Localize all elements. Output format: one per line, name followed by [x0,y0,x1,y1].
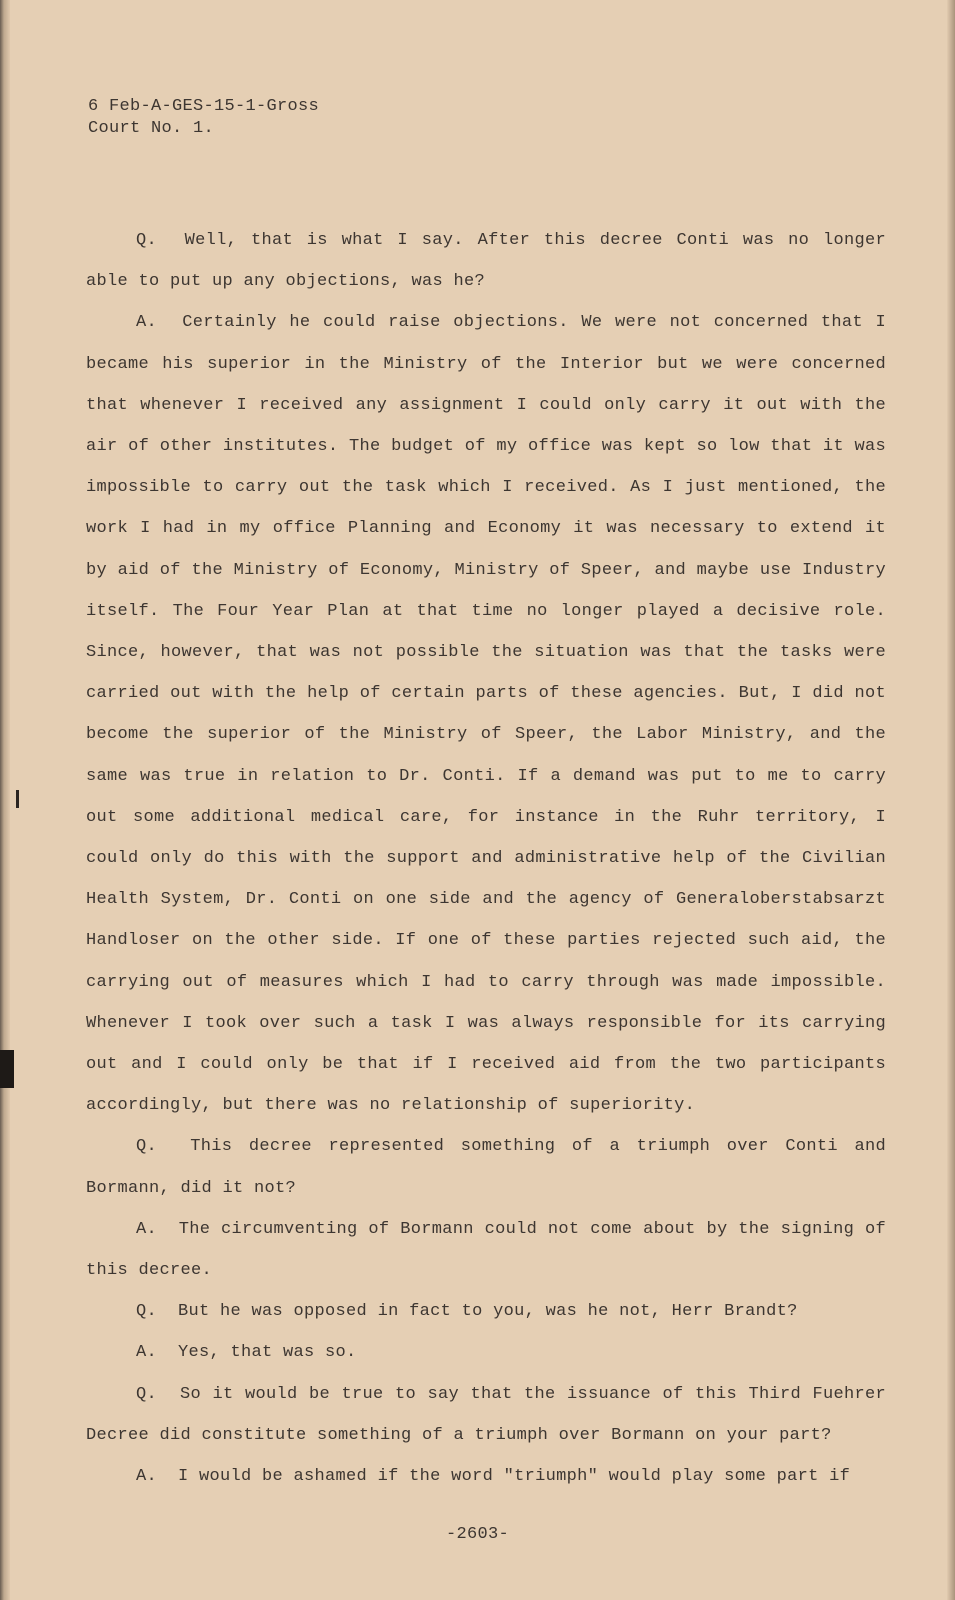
speaker-label: A. [136,1343,158,1363]
paragraph-text: Certainly he could raise objections. We were not concerned that I became his superior in the Ministry of the Interior but we were concerned that whenever I received any assignment I could only carry it out with the air of other institutes. The budget of my office was kept so low that it was impossible to carry out the task which I received. As I just mentioned, the work I had in my office Planning and Economy it was necessary to extend it by aid of the Ministry of Economy, Ministry of Speer, and maybe use Industry itself. The Four Year Plan at that time no longer played a decisive role. Since, however, that was not possible the situation was that the tasks were carried out with the help of certain parts of these agencies. But, I did not become the superior of the Ministry of Speer, the Labor Ministry, and the same was true in relation to Dr. Conti. If a demand was put to me to carry out some additional medical care, for instance in the Ruhr territory, I could only do this with the support and administrative help of the Civilian Health System, Dr. Conti on one side and the agency of Generaloberstabsarzt Handloser on the other side. If one of these parties rejected such aid, the carrying out of measures which I had to carry through was made impossible. Whenever I took over such a task I was always responsible for its carrying out and I could only be that if I received aid from the two participants accordingly, but there was no relationship of superiority. [86,313,886,1116]
margin-tick-mark [16,790,19,808]
transcript-paragraph [86,1332,886,1373]
paragraph-text: Well, that is what I say. After this decree Conti was no longer able to put up any objections, was he? [86,231,886,292]
header-line-2: Court No. 1. [88,119,215,138]
page-left-edge [0,0,10,1600]
speaker-label: A. [136,1219,158,1239]
paragraph-text: The circumventing of Bormann could not come about by the signing of this decree. [86,1219,886,1281]
transcript-paragraph [86,302,886,1126]
transcript-paragraph [86,1374,886,1456]
page-number: -2603- [445,1525,509,1544]
document-header [88,96,319,140]
binding-tab-mark [0,1050,14,1088]
speaker-label: A. [136,1467,158,1487]
paragraph-text: So it would be true to say that the issuance of this Third Fuehrer Decree did constitute something of a triumph over Bormann on your part? [86,1384,887,1445]
page-right-edge [947,0,955,1600]
transcript-paragraph [86,1456,886,1497]
speaker-label: A. [136,313,158,333]
speaker-label: Q. [136,231,158,250]
speaker-label: Q. [136,1384,158,1404]
paragraph-text: But he was opposed in fact to you, was he not, Herr Brandt? [178,1302,798,1322]
paragraph-text: This decree represented something of a triumph over Conti and Bormann, did it not? [86,1137,886,1198]
transcript-paragraph [86,1209,886,1291]
speaker-label: Q. [136,1302,158,1322]
speaker-label: Q. [136,1137,158,1157]
transcript-body [86,220,886,1497]
header-line-1: 6 Feb-A-GES-15-1-Gross [88,97,320,116]
paragraph-text: Yes, that was so. [178,1343,357,1363]
transcript-paragraph [86,1291,886,1332]
paragraph-text: I would be ashamed if the word "triumph" would play some part if [178,1467,851,1487]
transcript-paragraph [86,220,886,302]
transcript-paragraph [86,1126,886,1208]
